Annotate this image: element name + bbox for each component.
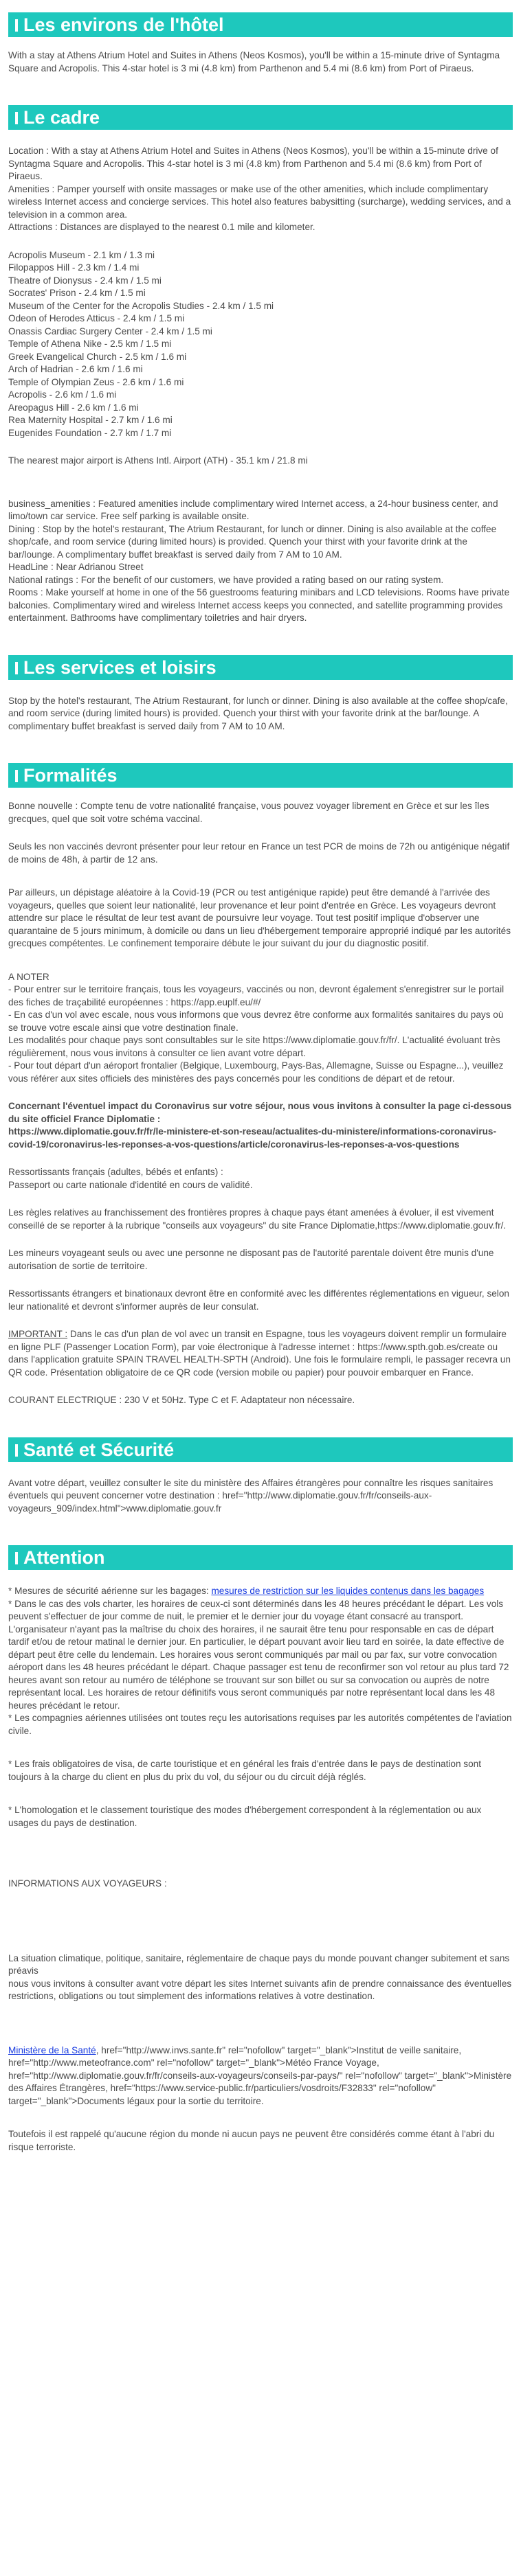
- attention-p5-rest: , href="http://www.invs.sante.fr" rel="nofollow" target="_blank">Institut de veille sanitaire, href="http://www.meteofrance.com" rel="nofollow" target="_blank">Météo France Voyage, href="http://www.diplomatie.gouv.fr/fr/conseils-aux-voyageurs/conseils-par-pays/" rel="nofollow" target="_blank">Ministère des Affaires Étrangères, href="https://www.service-public.fr/particuliers/vosdroits/F32833" rel="nofollow" target="_blank">Documents légaux pour la sortie du territoire.: [8, 2044, 514, 2106]
- list-item: Temple of Athena Nike - 2.5 km / 1.5 mi: [8, 339, 172, 349]
- cadre-dining: Dining : Stop by the hotel's restaurant, The Atrium Restaurant, for lunch or dinner. Dining is also available at the coffee shop/cafe, and room service (during limited hours) is provided. Quench your thirst with your favorite drink at the bar/lounge. A complimentary buffet breakfast is served daily from 7 AM to 10 AM.: [8, 523, 499, 560]
- note-title: A NOTER: [8, 971, 49, 982]
- section-title-text: Le cadre: [23, 107, 100, 128]
- section-title-services: [8, 655, 513, 680]
- section-title-text: Les environs de l'hôtel: [23, 14, 224, 35]
- formalites-p3: Par ailleurs, un dépistage aléatoire à la Covid-19 (PCR ou test antigénique rapide) peut être demandé à l'arrivée des voyageurs, quelles que soient leur nationalité, leur provenance et leur point d'entrée en Grèce. Les voyageurs devront attendre sur place le résultat de leur test avant de poursuivre leur voyage. Tout test positif implique d'observer une quarantaine de 5 jours minimum, à domicile ou dans un lieu d'hébergement temporaire approprié indiqué par les autorités grecques compétentes. Le confinement temporaire débute le jour suivant du jour du diagnostic positif.: [8, 887, 513, 948]
- attention-p1-prefix: * Mesures de sécurité aérienne sur les bagages:: [8, 1586, 212, 1596]
- list-item: Odeon of Herodes Atticus - 2.4 km / 1.5 mi: [8, 313, 185, 323]
- section-title-text: Attention: [23, 1547, 105, 1568]
- coronavirus-notice: Concernant l'éventuel impact du Coronavirus sur votre séjour, nous vous invitons à consulter la page ci-dessous du site officiel France Diplomatie : https://www.diplomatie.gouv.fr/fr/le-ministere-et-son-reseau/actualites-du-ministere/informations-coronavirus-covid-19/coronavirus-les-reponses-a-vos-questions/article/coronavirus-les-reponses-a-vos-questions: [8, 1101, 512, 1150]
- list-item: Theatre of Dionysus - 2.4 km / 1.5 mi: [8, 275, 162, 286]
- cadre-business: business_amenities : Featured amenities include complimentary wired Internet access, a 24-hour business center, and limo/town car service. Free self parking is available onsite.: [8, 498, 501, 521]
- ministere-sante-link[interactable]: Ministère de la Santé: [8, 2044, 96, 2055]
- note-line: - Pour entrer sur le territoire français, tous les voyageurs, vaccinés ou non, devront également s'enregistrer sur le portail des fiches de traçabilité européennes : https://app.euplf.eu/#/: [8, 984, 507, 1007]
- note-line: - En cas d'un vol avec escale, nous vous informons que vous devrez être conforme aux formalités sanitaires du pays où se trouve votre escale ainsi que votre destination finale.: [8, 1010, 507, 1033]
- attention-p6: Toutefois il est rappelé qu'aucune région du monde ni aucun pays ne peuvent être considérés comme étant à l'abri du risque terroriste.: [8, 2129, 498, 2152]
- attention-p5: [8, 2044, 513, 2108]
- note-line: Les modalités pour chaque pays sont consultables sur le site https://www.diplomatie.gouv.fr/fr/. L'actualité évoluant très régulièrement, nous vous invitons à consulter ce lien avant votre départ.: [8, 1035, 503, 1058]
- list-item: Onassis Cardiac Surgery Center - 2.4 km / 1.5 mi: [8, 326, 212, 337]
- list-item: Acropolis - 2.6 km / 1.6 mi: [8, 389, 117, 400]
- regles-frontieres: Les règles relatives au franchissement des frontières propres à chaque pays étant amenées à évoluer, il est vivement conseillé de se reporter à la rubrique "conseils aux voyageurs" du site France Diplomatie,https://www.diplomatie.gouv.fr/.: [8, 1207, 507, 1231]
- list-item: Museum of the Center for the Acropolis Studies - 2.4 km / 1.5 mi: [8, 300, 274, 311]
- list-item: Socrates' Prison - 2.4 km / 1.5 mi: [8, 288, 146, 298]
- section-title-sante: [8, 1437, 513, 1462]
- section-mark-icon: [15, 19, 18, 32]
- attention-p3: * L'homologation et le classement touristique des modes d'hébergement correspondent à la réglementation ou aux usages du pays de destination.: [8, 1805, 485, 1828]
- cadre-airport: The nearest major airport is Athens Intl. Airport (ATH) - 35.1 km / 21.8 mi: [8, 455, 308, 466]
- cadre-ratings: National ratings : For the benefit of our customers, we have provided a rating based on our rating system.: [8, 574, 444, 585]
- mineurs: Les mineurs voyageant seuls ou avec une personne ne disposant pas de l'autorité parentale doivent être munis d'une autorisation de sortie de territoire.: [8, 1248, 497, 1271]
- courant-electrique: COURANT ELECTRIQUE : 230 V et 50Hz. Type C et F. Adaptateur non nécessaire.: [8, 1395, 355, 1405]
- note-line: - Pour tout départ d'un aéroport frontalier (Belgique, Luxembourg, Pays-Bas, Allemagne, Suisse ou Espagne...), veuillez vous référer aux sites officiels des ministères des pays concernés pour les conditions de départ et de retour.: [8, 1060, 507, 1084]
- list-item: Temple of Olympian Zeus - 2.6 km / 1.6 mi: [8, 376, 184, 387]
- section-title-text: Formalités: [23, 765, 118, 786]
- list-item: Greek Evangelical Church - 2.5 km / 1.6 mi: [8, 351, 187, 362]
- liquids-restriction-link[interactable]: mesures de restriction sur les liquides contenus dans les bagages: [211, 1586, 485, 1596]
- environs-text: With a stay at Athens Atrium Hotel and Suites in Athens (Neos Kosmos), you'll be within a 15-minute drive of Syntagma Square and Acropolis. This 4-star hotel is 3 mi (4.8 km) from Parthenon and 5.4 mi (8.6 km) from Port of Piraeus.: [8, 50, 502, 73]
- section-mark-icon: [15, 1444, 18, 1457]
- places-list: [8, 249, 513, 440]
- section-title-formalites: [8, 763, 513, 788]
- important-text: Dans le cas d'un plan de vol avec un transit en Espagne, tous les voyageurs doivent remplir un formulaire en ligne PLF (Passenger Location Form), par voie électronique à l'adresse internet : https://www.spth.gob.es/create ou dans l'application gratuite SPAIN TRAVEL HEALTH-SPTH (Android). Une fois le formulaire rempli, le passager recevra un QR code. Présentation obligatoire de ce QR code (version mobile ou papier) pour pouvoir embarquer en France.: [8, 1329, 513, 1378]
- etrangers: Ressortissants étrangers et binationaux devront être en conformité avec les différentes réglementations en vigueur, selon leur nationalité et devront s'informer auprès de leur consulat.: [8, 1288, 512, 1312]
- ressortissants: Ressortissants français (adultes, bébés et enfants) : Passeport ou carte nationale d'identité en cours de validité.: [8, 1167, 253, 1190]
- services-text: Stop by the hotel's restaurant, The Atrium Restaurant, for lunch or dinner. Dining is also available at the coffee shop/cafe, and room service (during limited hours) is provided. Quench your thirst with your favorite drink at the bar/lounge. A complimentary buffet breakfast is served daily from 7 AM to 10 AM.: [8, 695, 511, 731]
- formalites-p1: Bonne nouvelle : Compte tenu de votre nationalité française, vous pouvez voyager librement en Grèce et sur les îles grecques, quel que soit votre schéma vaccinal.: [8, 801, 492, 824]
- section-title-cadre: [8, 105, 513, 130]
- list-item: Filopappos Hill - 2.3 km / 1.4 mi: [8, 262, 140, 273]
- cadre-headline: HeadLine : Near Adrianou Street: [8, 562, 144, 572]
- section-mark-icon: [15, 770, 18, 782]
- list-item: Eugenides Foundation - 2.7 km / 1.7 mi: [8, 427, 172, 438]
- section-mark-icon: [15, 112, 18, 124]
- section-mark-icon: [15, 1552, 18, 1564]
- section-title-text: Santé et Sécurité: [23, 1439, 175, 1460]
- list-item: Areopagus Hill - 2.6 km / 1.6 mi: [8, 402, 139, 413]
- attention-p2: * Les frais obligatoires de visa, de carte touristique et en général les frais d'entrée dans le pays de destination sont toujours à la charge du client en plus du prix du vol, du séjour ou du circuit déjà réglés.: [8, 1759, 484, 1782]
- section-title-text: Les services et loisirs: [23, 657, 217, 678]
- list-item: Rea Maternity Hospital - 2.7 km / 1.6 mi: [8, 415, 173, 425]
- cadre-attractions: Attractions : Distances are displayed to the nearest 0.1 mile and kilometer.: [8, 222, 315, 232]
- important-label: IMPORTANT :: [8, 1329, 68, 1339]
- list-item: Arch of Hadrian - 2.6 km / 1.6 mi: [8, 364, 143, 374]
- cadre-rooms: Rooms : Make yourself at home in one of the 56 guestrooms featuring minibars and LCD televisions. Rooms have private balconies. Complimentary wired and wireless Internet access keeps you connected, and satellite programming provides entertainment. Bathrooms have complimentary toiletries and hair dryers.: [8, 587, 512, 623]
- section-title-environs: [8, 12, 513, 37]
- attention-p1: [8, 1585, 513, 1737]
- sante-text: Avant votre départ, veuillez consulter le site du ministère des Affaires étrangères pour connaître les risques sanitaires éventuels qui peuvent concerner votre destination : href="http://www.diplomatie.gouv.fr/fr/conseils-aux-voyageurs_909/index.html">www.diplomatie.gouv.fr: [8, 1477, 496, 1514]
- formalites-p2: Seuls les non vaccinés devront présenter pour leur retour en France un test PCR de moins de 72h ou antigénique négatif de moins de 48h, à partir de 12 ans.: [8, 841, 512, 865]
- list-item: Acropolis Museum - 2.1 km / 1.3 mi: [8, 249, 155, 260]
- attention-p1-rest: * Dans le cas des vols charter, les horaires de ceux-ci sont déterminés dans les 48 heures précédant le départ. Les vols peuvent s'effectuer de jour comme de nuit, le premier et le dernier jour du voyage étant consacré au transport. L'organisateur n'ayant pas la maîtrise du choix des horaires, il ne saurait être tenu pour responsable en cas de départ tardif et/ou de retour matinal le dernier jour. En particulier, le départ pouvant avoir lieu tard en soirée, la date effective de départ peut être celle du lendemain. Les horaires vous seront communiqués par mail ou par fax, sur votre convocation aéroport dans les 48 heures précédant le départ. Chaque passager est tenu de reconfirmer son vol retour au plus tard 72 heures avant son retour au numéro de téléphone se trouvant sur son billet ou sur sa convocation ou auprès de notre représentant local. Les horaires de retour définitifs vous seront communiqués par notre représentant local dans les 48 heures précédant le retour. * Les compagnies aériennes utilisées ont toutes reçu les autorisations requises par les autorités compétentes de l'aviation civile.: [8, 1598, 512, 1736]
- cadre-location: Location : With a stay at Athens Atrium Hotel and Suites in Athens (Neos Kosmos), you'll be within a 15-minute drive of Syntagma Square and Acropolis. This 4-star hotel is 3 mi (4.8 km) from Parthenon and 5.4 mi (8.6 km) from Port of Piraeus.: [8, 146, 501, 181]
- section-mark-icon: [15, 662, 18, 674]
- cadre-amenities: Amenities : Pamper yourself with onsite massages or make use of the other amenities, which include complimentary wireless Internet access and concierge services. This hotel also features babysitting (surcharge), wedding services, and a television in a common area.: [8, 183, 513, 220]
- attention-p4: La situation climatique, politique, sanitaire, réglementaire de chaque pays du monde pouvant changer subitement et sans préavis nous vous invitons à consulter avant votre départ les sites Internet suivants afin de prendre connaissance des éventuelles restrictions, obligations ou tout simplement des informations relatives à votre destination.: [8, 1952, 512, 2001]
- section-title-attention: [8, 1545, 513, 1570]
- important-notice: [8, 1328, 513, 1379]
- info-voyageurs-title: INFORMATIONS AUX VOYAGEURS :: [8, 1878, 167, 1889]
